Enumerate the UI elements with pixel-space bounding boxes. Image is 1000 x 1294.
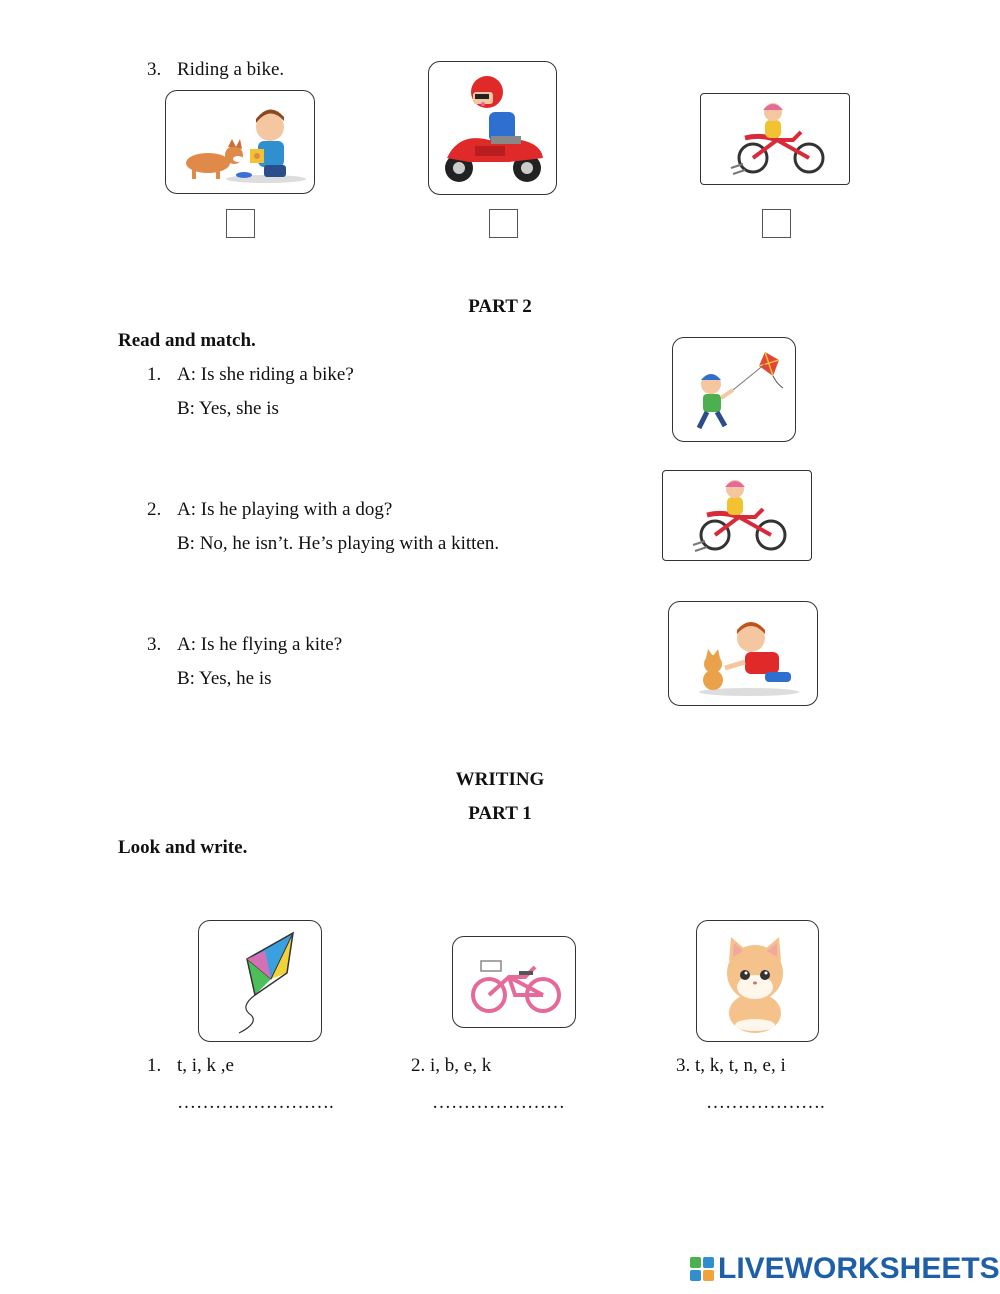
kite-illustration [198,920,322,1042]
answer-checkbox-1[interactable] [226,209,255,238]
writing-instruction: Look and write. [118,837,248,858]
part2-item3-answer: B: Yes, he is [177,668,272,689]
part2-item1-question: A: Is she riding a bike? [177,364,354,385]
writing-item1-blank[interactable]: ……………………. [177,1092,334,1113]
writing-item3-blank[interactable]: ………………. [706,1092,825,1113]
boy-playing-with-kitten-illustration[interactable] [668,601,818,706]
logo-blocks-icon [690,1257,714,1281]
kitten-illustration [696,920,819,1042]
logo-text: LIVEWORKSHEETS [718,1252,1000,1285]
writing-item2-letters: 2. i, b, e, k [411,1055,492,1076]
answer-checkbox-3[interactable] [762,209,791,238]
pink-bicycle-illustration [452,936,576,1028]
girl-on-motorbike-illustration [428,61,557,195]
girl-riding-bike-illustration[interactable] [662,470,812,561]
answer-checkbox-2[interactable] [489,209,518,238]
part2-item3-number: 3. [147,634,162,655]
part2-instruction: Read and match. [118,330,256,351]
boy-flying-kite-illustration[interactable] [672,337,796,442]
writing-heading: WRITING [455,769,545,790]
girl-riding-bike-illustration [700,93,850,185]
part2-item3-question: A: Is he flying a kite? [177,634,343,655]
writing-item1-number: 1. [147,1055,162,1076]
part2-item1-number: 1. [147,364,162,385]
writing-item3-letters: 3. t, k, t, n, e, i [676,1055,786,1076]
item3-text: Riding a bike. [177,59,285,80]
part2-item2-question: A: Is he playing with a dog? [177,499,393,520]
part2-item1-answer: B: Yes, she is [177,398,279,419]
part2-heading: PART 2 [468,296,532,317]
writing-item1-letters: t, i, k ,e [177,1055,234,1076]
writing-item2-blank[interactable]: ………………… [432,1092,565,1113]
writing-part-heading: PART 1 [468,803,532,824]
part2-item2-answer: B: No, he isn’t. He’s playing with a kitten. [177,533,500,554]
boy-feeding-dog-illustration [165,90,315,194]
item3-number: 3. [147,59,162,80]
part2-item2-number: 2. [147,499,162,520]
liveworksheets-logo [690,1252,1000,1286]
